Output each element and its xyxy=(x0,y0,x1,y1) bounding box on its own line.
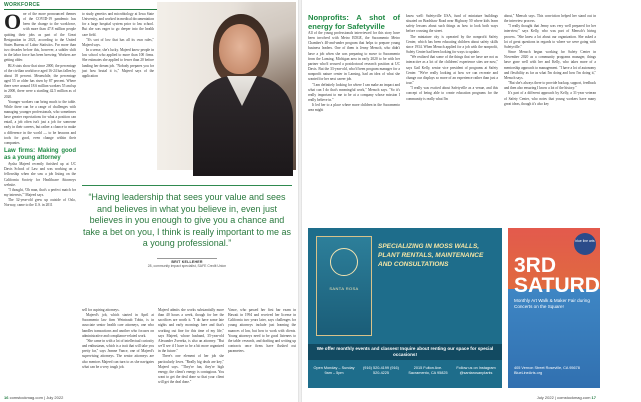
body-text: Aysha Majeed recently finished up at UC Davis School of Law and was working on a fellowship when she saw a job listing on the California Society for Healthcare Attorneys website. xyxy=(4,162,76,187)
body-text: "We realized that some of the things that we have are not as interactive as a lot of the childrens' experience sites are now," says Gail Kelly, senior vice president of programs at Safety Center. "We're really looking at how we can recreate and change our displays so more of an experience rather than just a tour." xyxy=(406,55,498,86)
lead-paragraph xyxy=(4,9,76,64)
right-page xyxy=(304,0,641,402)
pull-quote-text: “Having leadership that sees your value and sees and believes in what you believe in, even just believes in you enough to give you a chance and take a bet on you, I think is really important to me as a young professional.” xyxy=(82,192,292,248)
page-number: 17 xyxy=(591,395,596,400)
pull-quote xyxy=(82,185,292,305)
body-text: "But she's always there to provide backup, support, feedback and then also ensuring I know a lot of the history." xyxy=(504,81,596,91)
body-text: In a sense, she's lucky. Majeed knew people in law school who applied to more than 100 firms. She estimates she applied to fewer than 20 before landing her dream job. "Nobody prepares you for just how brutal it is," Majeed says of the application xyxy=(82,48,154,78)
article-column-3c xyxy=(228,308,296,390)
ad-hours: Open Monday – Sunday 9am – 5pm xyxy=(313,366,355,375)
ad-social[interactable]: Follow us on Instagram @santarosanplants xyxy=(456,366,496,375)
body-text: It led her to a place where more children in the Sacramento area might xyxy=(308,103,400,113)
body-text: know well: Safetyville USA, fund of miniature buildings situated on Bradshaw Road near Highway 50 where kids learn safety lessons about such things as how to look both ways before crossing the street. xyxy=(406,14,498,34)
body-text: Since Mensch began working for Safety Center in November 2020 as a community programs manager, things have gone well with her and Kelly, who takes more of a mentorship approach to management. "I have a lot of autonomy and flexibility as far as what I'm doing and how I'm doing it," Mensch says. xyxy=(504,50,596,80)
ad-subtitle: Monthly Art Walk & Maker Fair during Concerts on the Square! xyxy=(514,298,590,309)
article-column-3b xyxy=(158,308,224,390)
ad-address[interactable]: 405 Vernon Street Roseville, CA 95678 BlueLineArts.org xyxy=(514,366,580,375)
drop-cap: O xyxy=(4,9,22,34)
advertisement-plants[interactable] xyxy=(308,228,502,388)
subhead-law-firms: Law firms: Making good as a young attorney xyxy=(4,148,76,161)
body-text: ne of the more pronounced themes of the COVID-19 pandemic has been the change to the workforce, with more than 47.8 million people quitting their jobs as part of the Great Resignation in 2021, according to the United States Bureau of Labor Statistics. For more than two decades before this, however, a subtler shift in the labor force has been brewing: Workers are getting older. xyxy=(4,12,76,63)
pull-quote-rule xyxy=(157,258,217,259)
article-column-2 xyxy=(82,12,154,182)
body-text: BLS stats show that since 2000, the percentage of the civilian workforce aged 16-24 has fallen by about 18 percent. Meanwhile, the percentage aged 55 or older has risen by 87 percent. Where there were around 18.6 million workers 55 and up in 2000, there were a startling 42.5 million as of 2020. xyxy=(4,63,76,99)
body-text: "It's sort of low that has all its own rules," Majeed says. xyxy=(82,37,154,47)
body-text: Majeed admits she works substantially more than 40 hours a week, though for her the sacrifices are worth it. "I do have some late nights and early mornings here and that's working out fine for this time of my life," says Majeed, whose husband, 35-year-old Alexander Zvereka, is also an attorney. "But we'll see if I have to be a bit more organized in the future." xyxy=(158,308,224,354)
folio-date: July 2022 xyxy=(46,395,64,400)
ad-headline: SPECIALIZING IN MOSS WALLS, PLANT RENTALS, MAINTENANCE AND CONSULTATIONS xyxy=(378,243,484,268)
sidebar-column-1 xyxy=(308,14,400,224)
page-gutter xyxy=(298,0,302,402)
body-text: about," Mensch says. This conviction helped her stand out in the interview process. xyxy=(504,14,596,24)
ad-phone: (916) 520-4199 (916) 520-4225 xyxy=(363,366,399,375)
body-text: It's part of a different approach by Kelly, a 31-year veteran of Safety Center, who notes that young workers have many great ideas, though it's also key xyxy=(504,91,596,106)
body-text: Vance, who passed her first bar exam in Hawaii in 1994 and received her license in California two years later, says challenges for young attorneys include just learning the nuances of law, but how to work with clients. Young attorneys need to be good listeners to the table: research, and drafting and writing up contracts once firms have flushed out parameters. xyxy=(228,308,296,354)
section-label: WORKFORCE xyxy=(4,2,41,8)
body-text: "I thought, 'Oh man, that's a perfect match for my interests,'" Majeed says. xyxy=(4,187,76,197)
body-text: The 32-year-old grew up outside of Oslo, Norway, came to the U.S. in 2011 xyxy=(4,198,76,208)
article-column-2b xyxy=(82,308,154,390)
photo-face xyxy=(219,24,261,74)
body-text: "I really thought that Jenny was very well prepared for her interview," says Kelly, who was part of Mensch's hiring process. "She knew a lot about our organization. She asked a lot of great questions in regards to where we were going with Safetyville." xyxy=(504,24,596,49)
pull-quote-role: 28, community impact specialist, SAFE Credit Union xyxy=(147,264,227,269)
folio-site: comstockmag.com xyxy=(9,395,43,400)
folio-right: July 2022 | comstockmag.com 17 xyxy=(536,395,596,400)
body-text: There's one element of her job she particularly loves. "Really big deals are key," Majeed says. "They're fun, they're high energy, the client's energy is contagious. You want to get the deal done so that your client will get the deal done." xyxy=(158,354,224,385)
left-page xyxy=(0,0,296,402)
ad-band-text: We offer monthly events and classes! Inquire about renting our space for special occasions! xyxy=(316,346,494,357)
body-text: "I really was excited about Safetyville as a venue, and this concept of being able to create education programs for the community is really what I'm xyxy=(406,86,498,101)
body-text: The miniature city is operated by the nonprofit Safety Center, which has been educating children about safety skills since 1934. When Mensch applied for a job with the nonprofit, Safety Center had been looking for ways to update. xyxy=(406,34,498,55)
sidebar-title: Nonprofits: A shot of energy for Safetyville xyxy=(308,13,400,31)
leaf-icon xyxy=(330,248,358,276)
pull-quote-name: BRIT KELLEHER xyxy=(171,260,203,265)
body-text: sell for aspiring attorneys. xyxy=(82,308,120,312)
ad-title: 3RD SATURDAYS xyxy=(514,254,641,297)
folio-left: 16 comstockmag.com | July 2022 xyxy=(4,395,64,400)
folio-site: comstockmag.com xyxy=(557,395,591,400)
sidebar-column-3 xyxy=(504,14,596,224)
body-text: Younger workers can bring much to the table. While there can be a range of challenges with managing younger professionals, who sometimes have greater expectations for what a position can entail, a job often isn't just a job for someone early in their careers, but rather a chance to make a difference in the world — to be beacons and tools for good, even change within their companies. xyxy=(4,99,76,145)
body-text: All of the young professionals interviewed for this story have been involved with Metro EDGE, the Sacramento Metro Chamber's 40-and-under program that helps to prepare young business leaders. One of them is Jenny Mensch, who didn't have a job when she was preparing to move to Sacramento from the Lansing, Michigan area in early 2020 to be with her partner who'd secured a postdoctoral research position at UC Davis. But the 33-year-old, who'd been program manager for a nonprofit nature center in Lansing, had an idea of what she wanted for her next career job. xyxy=(308,31,400,82)
sidebar-column-2 xyxy=(406,14,498,224)
body-text: Majeed's job, which started in April at Sacramento law firm Weintraub Tobin, is in associate senior health care attorneys, one who handles transactions and another who focuses on administrative and compliance-related work. xyxy=(82,313,154,338)
body-text: "I am definitely looking for where I can make an impact and what can I do that's meaningful work," Mensch says. "So it's really important to me to be at a company whose mission I really believe in." xyxy=(308,82,400,103)
body-text: "She came in with a lot of intellectual curiosity and enthusiasm, which is a trait that will take you pretty far," says Jeanne Vance, one of Majeed's supervising attorneys. The senior attorneys are also mentors Majeed can turn to as she navigates what can be a very tough job. xyxy=(82,338,154,369)
page-number: 16 xyxy=(4,395,9,400)
advertisement-art-walk[interactable] xyxy=(508,228,641,388)
folio-date: July 2022 xyxy=(536,395,554,400)
article-column-1 xyxy=(4,9,76,390)
portrait-photo xyxy=(157,2,296,170)
ad-logo-text: SANTA ROSA xyxy=(329,286,359,291)
ad-address: 2015 Fulton Ave. Sacramento, CA 95825 xyxy=(408,366,448,375)
body-text: to study genetics and microbiology at Iowa State University, and worked in medical documentation for a large hospital system prior to law school. But she was eager to go deeper into the health care field. xyxy=(82,12,154,37)
ad-badge: blue line arts xyxy=(574,233,596,255)
